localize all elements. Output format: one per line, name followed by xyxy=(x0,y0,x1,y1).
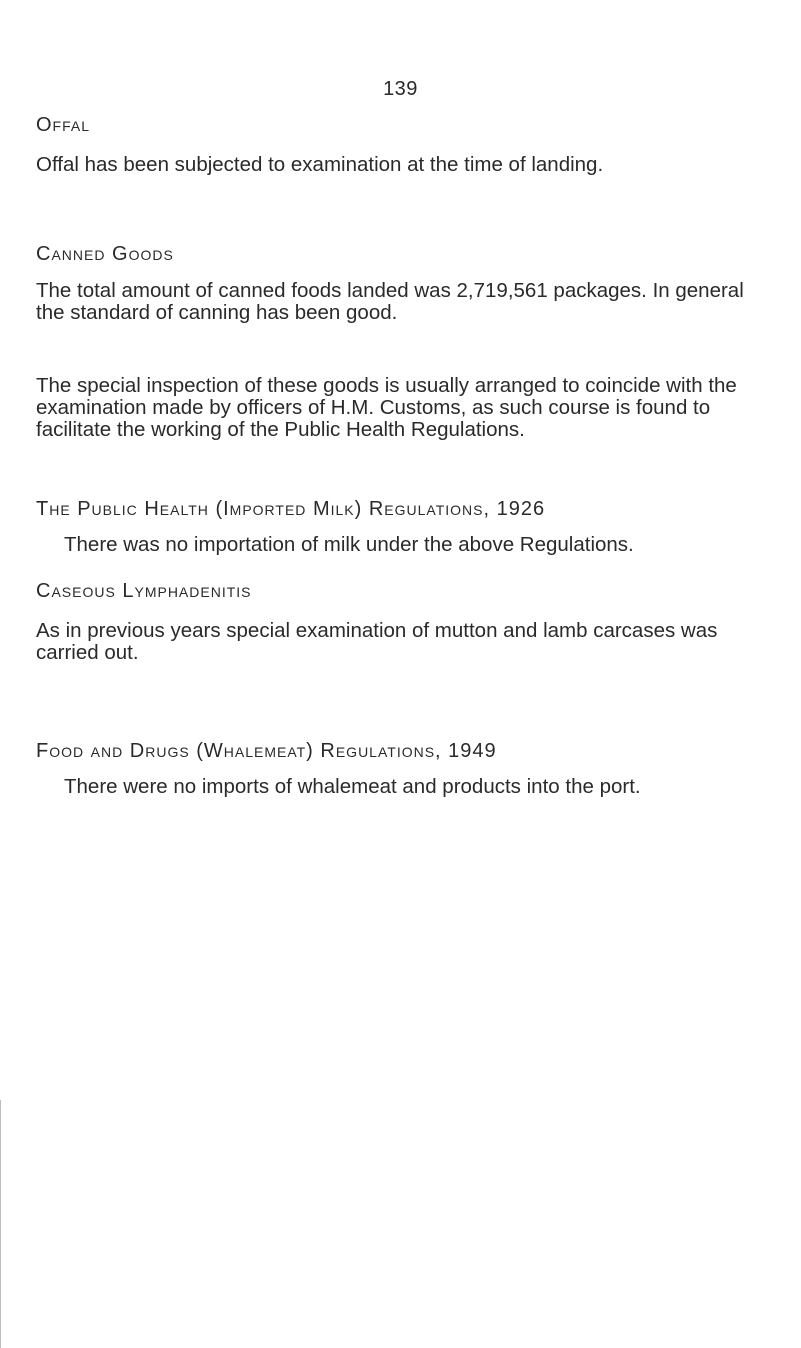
canned-goods-paragraph-2: The special inspection of these goods is usually arranged to coincide with the examination made by officers of H.M. Customs, as such course is found to facilitate the working of the Public Health Regulations. xyxy=(36,374,737,441)
offal-paragraph: Offal has been subjected to examination at the time of landing. xyxy=(36,153,604,176)
section-heading-caseous-lymphadenitis: Caseous Lymphadenitis xyxy=(36,580,252,602)
imported-milk-paragraph: There was no importation of milk under the above Regulations. xyxy=(64,533,634,556)
section-heading-imported-milk: The Public Health (Imported Milk) Regulations, 1926 xyxy=(36,498,546,520)
canned-goods-paragraph-1: The total amount of canned foods landed was 2,719,561 packages. In general the standard of canning has been good. xyxy=(36,279,744,324)
section-heading-canned-goods: Canned Goods xyxy=(36,243,174,265)
section-heading-offal: Offal xyxy=(36,114,91,136)
whalemeat-paragraph: There were no imports of whalemeat and products into the port. xyxy=(64,775,641,798)
page-edge-rule xyxy=(0,1100,1,1348)
caseous-lymphadenitis-paragraph: As in previous years special examination of mutton and lamb carcases was carried out. xyxy=(36,619,718,664)
section-heading-whalemeat: Food and Drugs (Whalemeat) Regulations, 1949 xyxy=(36,740,497,762)
page-number: 139 xyxy=(383,78,418,100)
